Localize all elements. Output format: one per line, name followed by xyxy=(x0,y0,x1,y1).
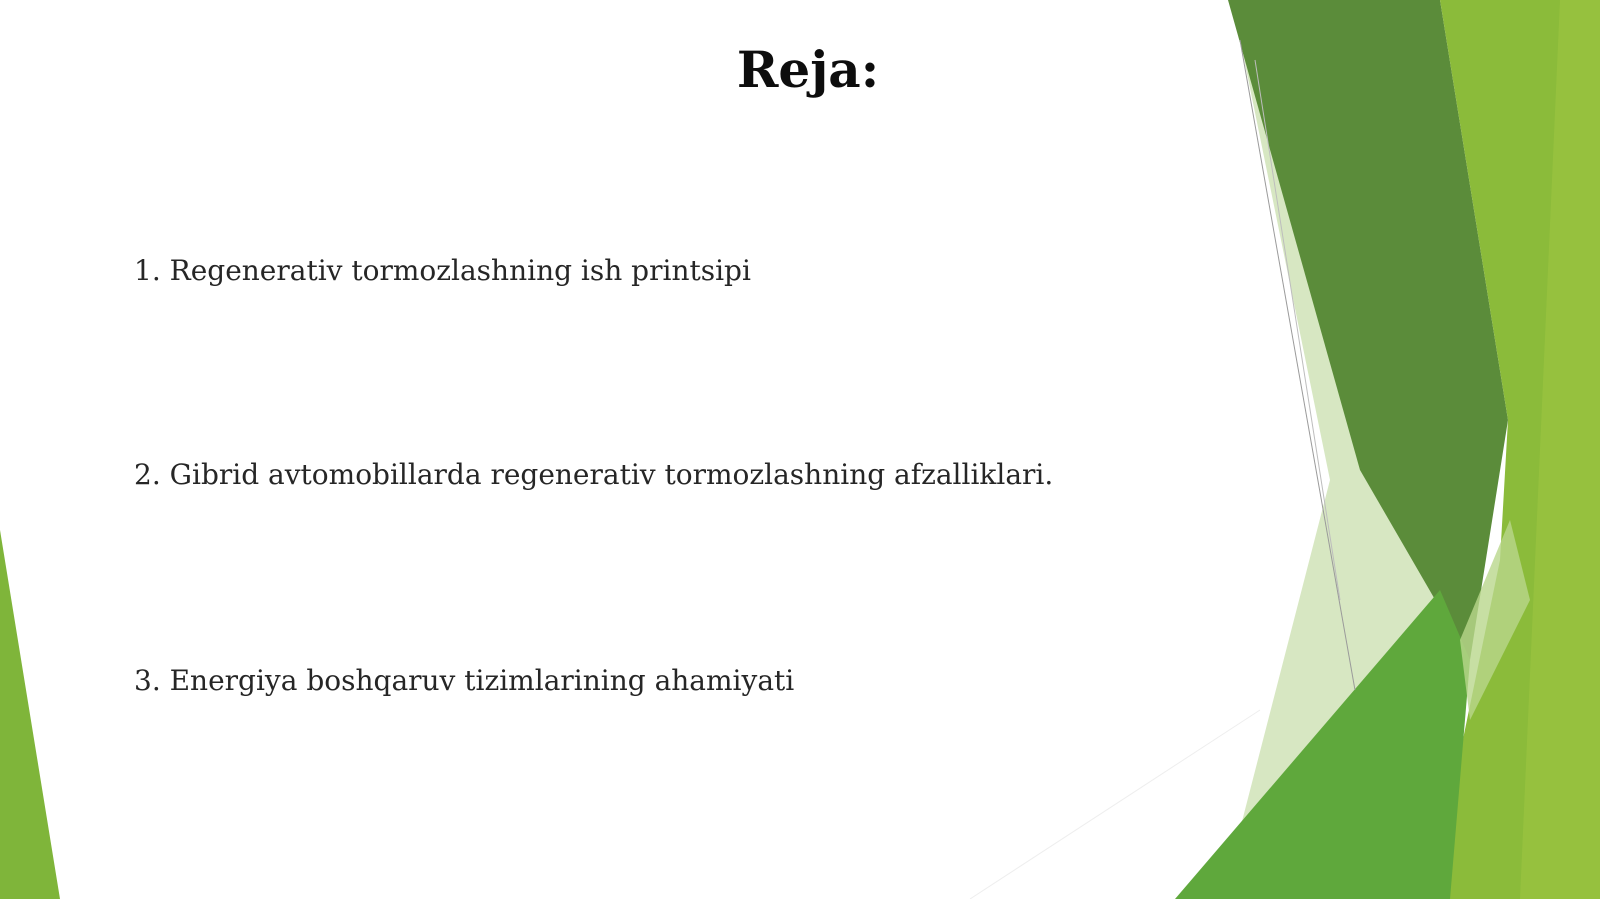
plan-item-2: 2. Gibrid avtomobillarda regenerativ tormozlashning afzalliklari. xyxy=(134,458,1054,491)
plan-item-3: 3. Energiya boshqaruv tizimlarining ahamiyati xyxy=(134,664,795,697)
slide-title-text: Reja: xyxy=(736,40,880,99)
slide-title xyxy=(0,40,1600,100)
plan-item-1: 1. Regenerativ tormozlashning ish printsipi xyxy=(134,254,751,287)
left-green-wedge xyxy=(0,530,60,899)
